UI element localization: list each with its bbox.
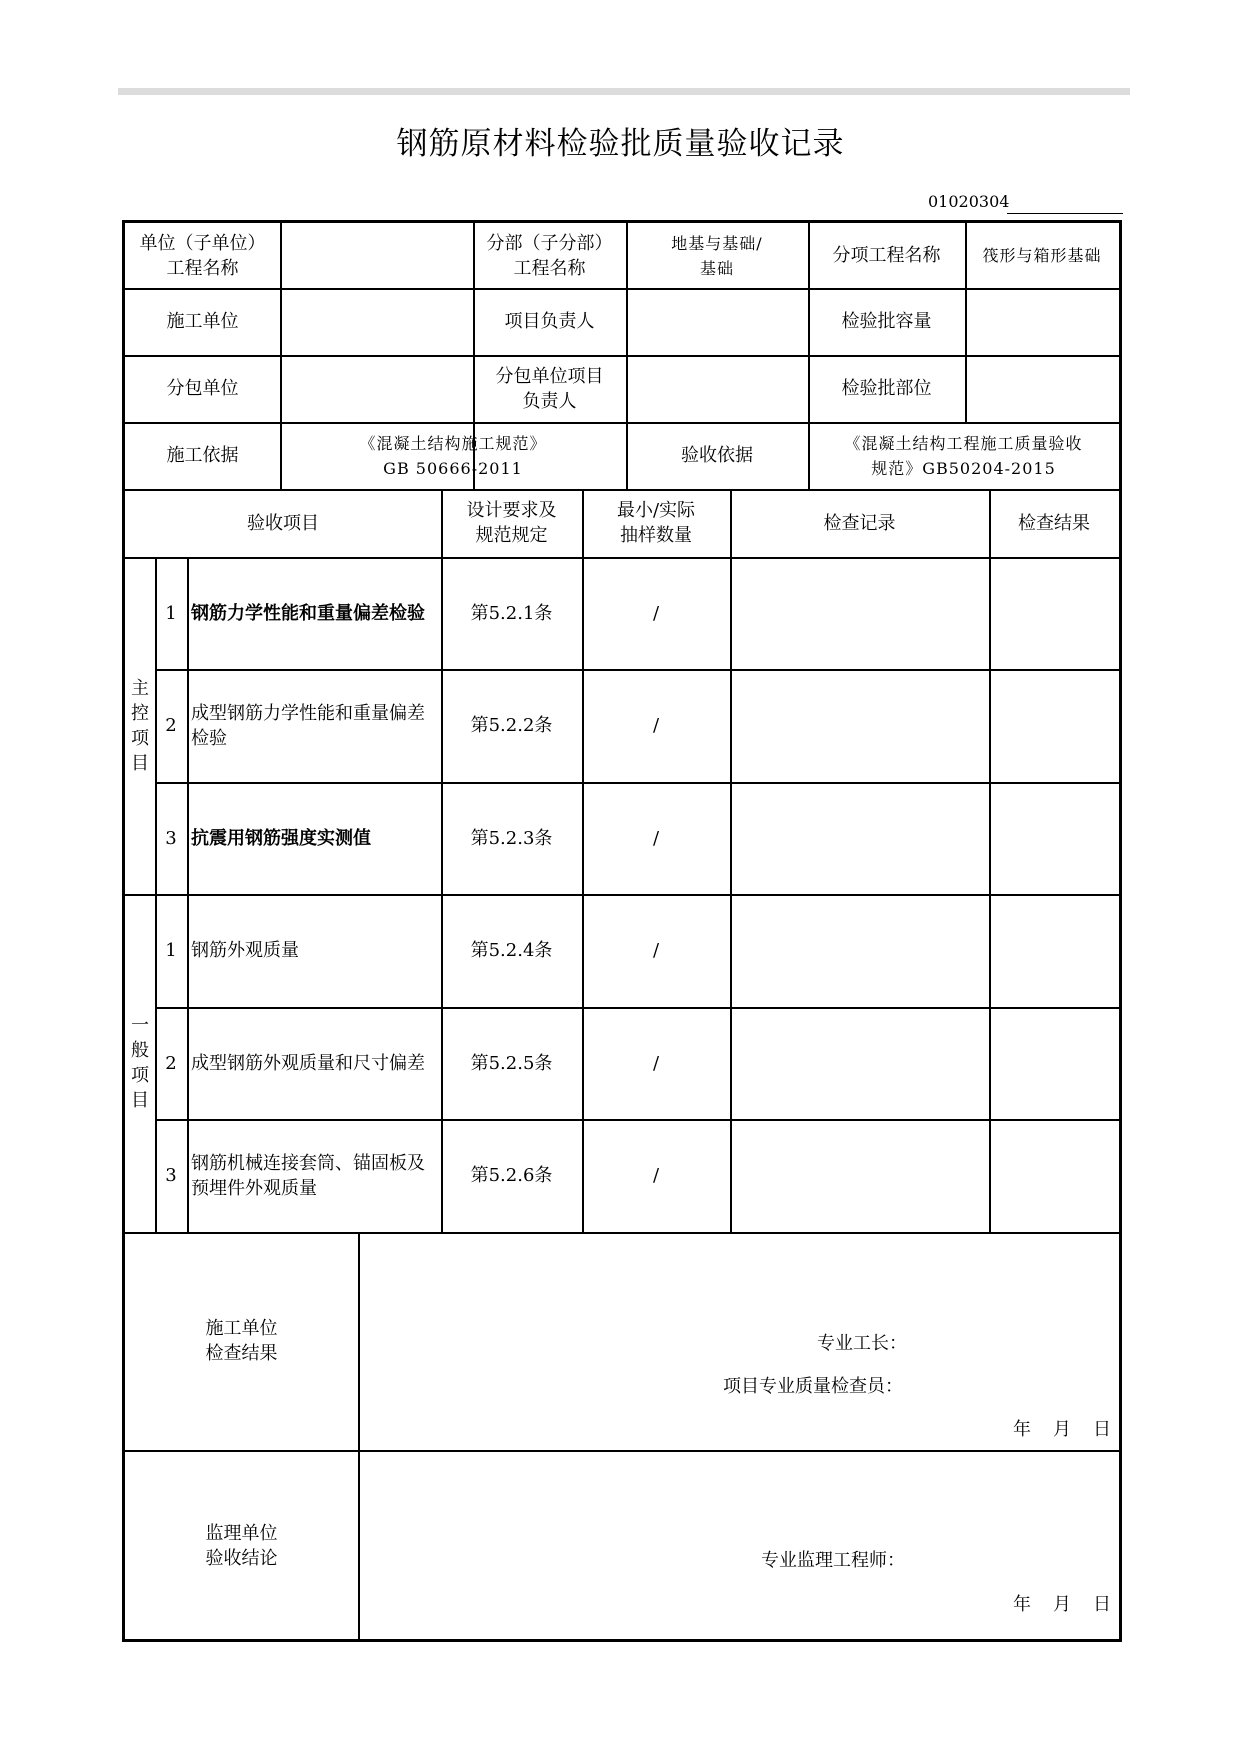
- batch-capacity-label: 检验批容量: [841, 311, 932, 332]
- general-item-clause: 第5.2.6条: [470, 1165, 553, 1186]
- general-item-result[interactable]: [989, 1119, 1119, 1232]
- sub-project-manager-value[interactable]: [626, 355, 808, 422]
- construction-basis-label: 施工依据: [166, 445, 239, 466]
- main-item-sample: /: [652, 602, 660, 624]
- supervisor-conclusion-area[interactable]: [358, 1450, 1119, 1642]
- contractor-value[interactable]: [280, 288, 473, 355]
- batch-location-label: 检验批部位: [841, 378, 932, 399]
- batch-capacity-value[interactable]: [965, 288, 1119, 355]
- supervisor-date-month: 月: [1053, 1594, 1071, 1615]
- subitem-name-value: 筏形与箱形基础: [982, 246, 1102, 265]
- main-item-sample: /: [652, 827, 660, 849]
- main-item-result[interactable]: [989, 669, 1119, 782]
- unit-name-value[interactable]: [280, 223, 473, 288]
- supervisor-date-day: 日: [1093, 1594, 1111, 1615]
- subitem-name-label: 分项工程名称: [832, 245, 941, 266]
- subcontractor-value[interactable]: [280, 355, 473, 422]
- main-item-name: 成型钢筋力学性能和重量偏差检验: [191, 702, 425, 749]
- sub-project-manager-label: 分包单位项目 负责人: [495, 365, 604, 412]
- project-manager-label: 项目负责人: [504, 311, 595, 332]
- contractor-date-year: 年: [1013, 1419, 1031, 1440]
- col-header-sample: 最小/实际 抽样数量: [616, 500, 696, 546]
- acceptance-basis-label: 验收依据: [681, 445, 753, 466]
- col-header-result: 检查结果: [1018, 512, 1090, 534]
- general-item-name: 成型钢筋外观质量和尺寸偏差: [191, 1052, 425, 1074]
- quality-inspector-label: 项目专业质量检查员：: [723, 1376, 903, 1397]
- main-item-clause: 第5.2.2条: [470, 715, 553, 736]
- contractor-date-month: 月: [1053, 1419, 1071, 1440]
- general-item-no: 3: [165, 1165, 177, 1186]
- general-item-record[interactable]: [730, 894, 989, 1007]
- acceptance-basis-value: 《混凝土结构工程施工质量验收 规范》GB50204-2015: [844, 433, 1083, 478]
- top-divider-bar: [118, 88, 1130, 95]
- foreman-label: 专业工长：: [817, 1333, 907, 1354]
- main-item-no: 3: [165, 827, 177, 849]
- main-item-clause: 第5.2.1条: [470, 602, 553, 624]
- contractor-date-day: 日: [1093, 1419, 1111, 1440]
- supervisor-conclusion-label: 监理单位 验收结论: [205, 1523, 278, 1569]
- main-item-no: 2: [165, 715, 177, 736]
- project-manager-value[interactable]: [626, 288, 808, 355]
- form-code: 01020304: [928, 192, 1010, 211]
- col-header-item: 验收项目: [247, 512, 319, 534]
- main-item-name: 抗震用钢筋强度实测值: [191, 827, 371, 849]
- division-name-label: 分部（子分部） 工程名称: [486, 232, 613, 279]
- main-item-sample: /: [652, 715, 660, 736]
- supervisor-date-year: 年: [1013, 1594, 1031, 1615]
- col-header-requirement: 设计要求及 规范规定: [466, 500, 557, 546]
- main-item-record[interactable]: [730, 669, 989, 782]
- supervision-engineer-label: 专业监理工程师：: [761, 1550, 905, 1571]
- main-item-name: 钢筋力学性能和重量偏差检验: [191, 602, 425, 624]
- general-item-clause: 第5.2.4条: [470, 940, 553, 961]
- general-item-result[interactable]: [989, 894, 1119, 1007]
- division-name-value: 地基与基础/ 基础: [671, 233, 763, 278]
- subcontractor-label: 分包单位: [166, 378, 239, 399]
- general-item-result[interactable]: [989, 1007, 1119, 1119]
- construction-basis-value: 《混凝土结构施工规范》 GB 50666-2011: [359, 433, 547, 478]
- general-item-sample: /: [652, 1165, 660, 1186]
- main-item-result[interactable]: [989, 557, 1119, 669]
- main-item-no: 1: [165, 602, 177, 624]
- general-item-name: 钢筋机械连接套筒、锚固板及预埋件外观质量: [191, 1152, 425, 1199]
- general-item-clause: 第5.2.5条: [470, 1052, 553, 1074]
- general-item-no: 2: [165, 1052, 177, 1074]
- general-item-name: 钢筋外观质量: [191, 940, 299, 961]
- general-item-record[interactable]: [730, 1007, 989, 1119]
- contractor-check-label: 施工单位 检查结果: [205, 1318, 278, 1364]
- main-item-record[interactable]: [730, 782, 989, 894]
- batch-location-value[interactable]: [965, 355, 1119, 422]
- general-item-no: 1: [165, 940, 177, 961]
- general-item-sample: /: [652, 1052, 660, 1074]
- general-item-record[interactable]: [730, 1119, 989, 1232]
- main-item-record[interactable]: [730, 557, 989, 669]
- contractor-check-area[interactable]: [358, 1232, 1119, 1450]
- col-header-record: 检查记录: [823, 512, 896, 534]
- acceptance-record-table: [122, 220, 1122, 1642]
- main-control-group-label: 主 控 项 目: [131, 677, 149, 774]
- general-group-label: 一 般 项 目: [131, 1015, 149, 1111]
- general-item-sample: /: [652, 940, 660, 961]
- page-title: 钢筋原材料检验批质量验收记录: [396, 126, 845, 162]
- main-item-clause: 第5.2.3条: [470, 827, 553, 849]
- form-code-underline: [1007, 213, 1123, 214]
- contractor-label: 施工单位: [166, 311, 239, 332]
- unit-name-label: 单位（子单位） 工程名称: [139, 232, 266, 279]
- main-item-result[interactable]: [989, 782, 1119, 894]
